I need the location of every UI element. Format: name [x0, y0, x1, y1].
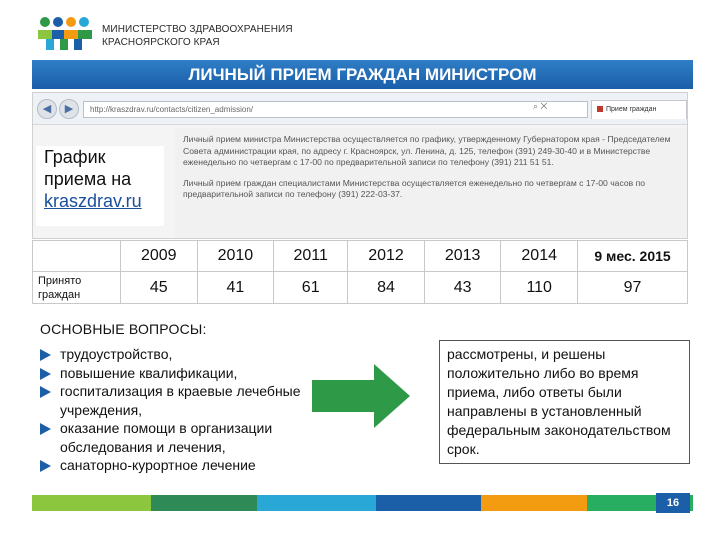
- list-item-text: госпитализация в краевые лечебные учреждения,: [60, 383, 301, 418]
- value-cell: 97: [578, 272, 688, 304]
- browser-address-row: [33, 93, 687, 125]
- footer-segment: [151, 495, 257, 511]
- footer-segment: [257, 495, 376, 511]
- stats-row-label: Принято граждан: [33, 272, 121, 304]
- ministry-name-line1: МИНИСТЕРСТВО ЗДРАВООХРАНЕНИЯ: [102, 24, 293, 35]
- value-cell: 84: [348, 272, 425, 304]
- issues-title: ОСНОВНЫЕ ВОПРОСЫ:: [40, 321, 207, 337]
- list-item-text: повышение квалификации,: [60, 364, 238, 381]
- list-item-text: оказание помощи в организации обследования и лечения,: [60, 420, 273, 455]
- list-item: [40, 364, 330, 383]
- forward-arrow-icon[interactable]: ▶: [59, 99, 79, 119]
- stats-years-row: [33, 241, 688, 272]
- ministry-name: [102, 23, 293, 49]
- schedule-text: График приема на: [44, 147, 132, 189]
- year-cell: 2009: [121, 241, 198, 272]
- list-item-text: трудоустройство,: [60, 346, 173, 362]
- list-item: [40, 382, 330, 419]
- right-arrow-icon: [312, 364, 410, 428]
- page-title: ЛИЧНЫЙ ПРИЕМ ГРАЖДАН МИНИСТРОМ: [32, 60, 693, 89]
- issues-list: [40, 345, 330, 475]
- value-cell: 41: [197, 272, 274, 304]
- footer-segment: [481, 495, 587, 511]
- value-cell: 43: [424, 272, 501, 304]
- year-cell: 9 мес. 2015: [578, 241, 688, 272]
- footer-color-bar: [32, 495, 693, 511]
- admission-paragraph-specialists: Личный прием граждан специалистами Министерства осуществляется еженедельно по четвергам с 17-00 часов по предварительной записи по телефону (391) 222-03-37.: [183, 177, 646, 200]
- browser-tab[interactable]: [591, 100, 687, 119]
- ministry-name-line2: КРАСНОЯРСКОГО КРАЯ: [102, 37, 220, 48]
- list-item-text: санаторно-курортное лечение: [60, 457, 256, 473]
- year-cell: 2012: [348, 241, 425, 272]
- footer-segment: [32, 495, 151, 511]
- year-cell: 2010: [197, 241, 274, 272]
- value-cell: 61: [274, 272, 348, 304]
- stats-values-row: [33, 272, 688, 304]
- stats-corner-cell: [33, 241, 121, 272]
- list-item: [40, 345, 330, 364]
- value-cell: 110: [501, 272, 578, 304]
- year-cell: 2014: [501, 241, 578, 272]
- list-item: [40, 456, 330, 475]
- triangle-bullet-icon: [40, 368, 51, 380]
- year-cell: 2013: [424, 241, 501, 272]
- favicon-icon: [597, 106, 603, 112]
- page-number: 16: [656, 493, 690, 513]
- value-cell: 45: [121, 272, 198, 304]
- list-item: [40, 419, 330, 456]
- browser-tab-label: Прием граждан: [606, 106, 657, 113]
- triangle-bullet-icon: [40, 460, 51, 472]
- admission-paragraph-minister: Личный прием министра Министерства осуществляется по графику, утвержденному Губернатором края - Председателем Совета администрации края, по адресу г. Красноярск, ул. Ленина, д. 125, телефон (391) 249-30-40 и в Министерстве еженедельно по четвергам с 17-00 по предварительной записи по телефону (391) 211 51 51.: [183, 134, 671, 168]
- triangle-bullet-icon: [40, 386, 51, 398]
- schedule-link[interactable]: kraszdrav.ru: [44, 191, 142, 211]
- back-arrow-icon[interactable]: ◀: [37, 99, 57, 119]
- browser-page-content: [175, 128, 687, 238]
- footer-segment: [376, 495, 482, 511]
- triangle-bullet-icon: [40, 349, 51, 361]
- refresh-icon[interactable]: ⌕ ✕: [533, 101, 548, 111]
- year-cell: 2011: [274, 241, 348, 272]
- citizens-stats-table: [32, 240, 688, 304]
- result-box: рассмотрены, и решены положительно либо во время приема, либо ответы были направлены в установленный федеральным законодательством срок.: [439, 340, 690, 464]
- url-field[interactable]: http://kraszdrav.ru/contacts/citizen_admission/: [83, 101, 588, 118]
- triangle-bullet-icon: [40, 423, 51, 435]
- schedule-callout: [36, 146, 164, 226]
- ministry-logo-icon: [36, 16, 96, 52]
